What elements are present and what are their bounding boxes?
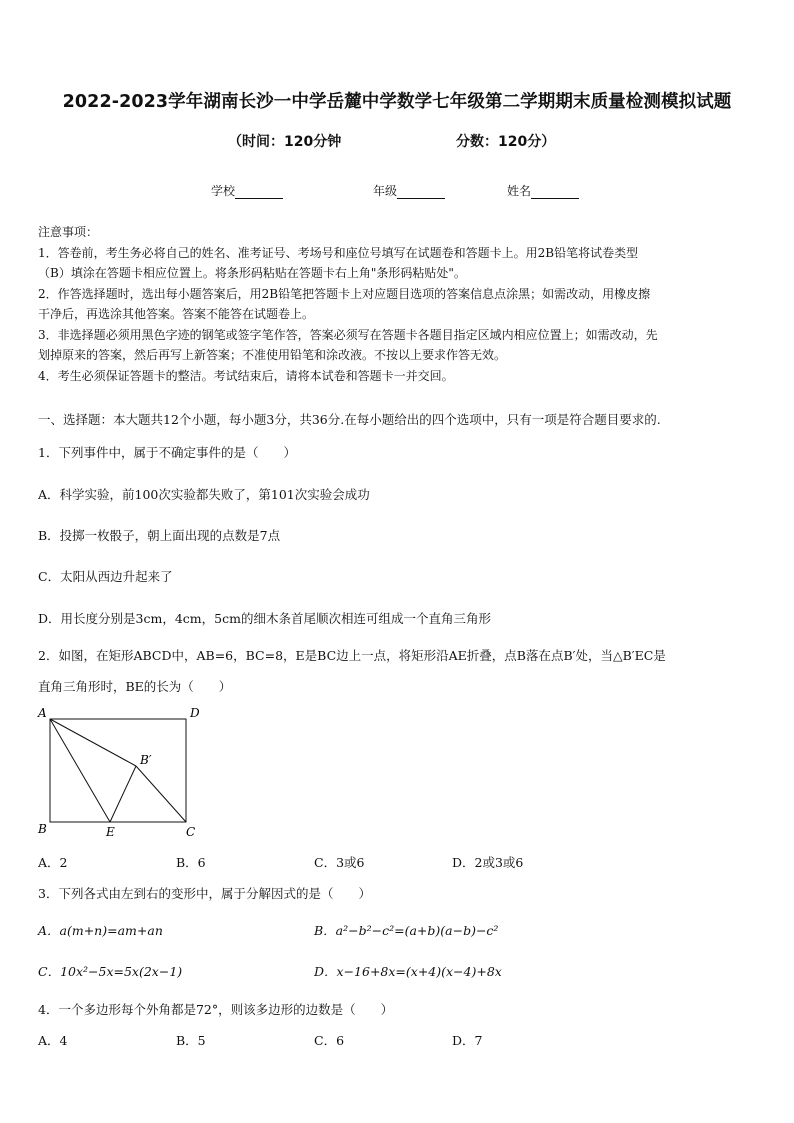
rectangle-fold-figure: [36, 700, 206, 845]
notice-line: （B）填涂在答题卡相应位置上。将条形码粘贴在答题卡右上角"条形码粘贴处"。: [38, 266, 466, 280]
question-3-option-c: C．10x²−5x=5x(2x−1): [38, 964, 183, 979]
notice-block: [38, 222, 760, 386]
segment-ab1: [50, 719, 136, 766]
section-heading: 一、选择题：本大题共12个小题，每小题3分，共36分.在每小题给出的四个选项中，只有一项是符合题目要求的.: [38, 412, 661, 427]
question-2-option-d: D．2或3或6: [452, 855, 524, 870]
grade-label: 年级: [373, 184, 398, 198]
question-4-stem: 4．一个多边形每个外角都是72°，则该多边形的边数是（ ）: [38, 1002, 394, 1017]
exam-score: 分数：120分）: [456, 134, 556, 150]
question-4-option-d: D．7: [452, 1033, 483, 1048]
question-3-option-a: A．a(m+n)=am+an: [38, 923, 163, 938]
question-3-option-d: D．x−16+8x=(x+4)(x−4)+8x: [314, 964, 502, 979]
notice-line: 干净后，再选涂其他答案。答案不能答在试题卷上。: [38, 307, 315, 321]
question-1-option-b: B．投掷一枚骰子，朝上面出现的点数是7点: [38, 528, 281, 543]
segment-b1c: [136, 766, 186, 822]
label-b: B: [38, 822, 47, 836]
segment-eb1: [110, 766, 136, 822]
question-1-option-c: C．太阳从西边升起来了: [38, 569, 173, 584]
exam-title: 2022-2023学年湖南长沙一中学岳麓中学数学七年级第二学期期末质量检测模拟试题: [62, 92, 732, 112]
question-2-option-b: B．6: [176, 855, 206, 870]
question-1-option-a: A．科学实验，前100次实验都失败了，第101次实验会成功: [38, 487, 370, 502]
rectangle-fold-diagram: [36, 700, 206, 845]
label-b-prime: B′: [140, 753, 152, 767]
question-4-option-b: B．5: [176, 1033, 206, 1048]
question-2-option-a: A．2: [38, 855, 68, 870]
label-d: D: [190, 706, 200, 720]
question-2-option-c: C．3或6: [314, 855, 365, 870]
notice-line: 4．考生必须保证答题卡的整洁。考试结束后，请将本试卷和答题卡一并交回。: [38, 368, 454, 383]
question-4-option-c: C．6: [314, 1033, 345, 1048]
question-1-stem: 1．下列事件中，属于不确定事件的是（ ）: [38, 445, 296, 460]
question-2-stem: 2．如图，在矩形ABCD中，AB=6，BC=8，E是BC边上一点，将矩形沿AE折叠，点B落在点B′处，当△B′EC是: [38, 648, 666, 663]
notice-heading: 注意事项：: [38, 225, 99, 239]
school-label: 学校: [211, 184, 236, 198]
name-label: 姓名: [507, 184, 532, 198]
question-4-option-a: A．4: [38, 1033, 68, 1048]
question-3-stem: 3．下列各式由左到右的变形中，属于分解因式的是（ ）: [38, 886, 371, 901]
school-field: [211, 182, 283, 199]
label-c: C: [186, 825, 196, 839]
notice-line: 3．非选择题必须用黑色字迹的钢笔或签字笔作答，答案必须写在答题卡各题目指定区域内相应位置上；如需改动，先: [38, 327, 658, 342]
school-blank: [235, 186, 283, 199]
rect-abcd-outline: [50, 719, 186, 822]
name-field: [507, 182, 579, 199]
question-1-option-d: D．用长度分别是3cm，4cm，5cm的细木条首尾顺次相连可组成一个直角三角形: [38, 611, 491, 626]
label-e: E: [106, 825, 115, 839]
notice-line: 1．答卷前，考生务必将自己的姓名、准考证号、考场号和座位号填写在试题卷和答题卡上。用2B铅笔将试卷类型: [38, 245, 639, 260]
segment-ae: [50, 719, 110, 822]
grade-field: [373, 182, 445, 199]
question-3-option-b: B．a²−b²−c²=(a+b)(a−b)−c²: [314, 923, 499, 938]
question-2-stem-cont: 直角三角形时，BE的长为（ ）: [38, 679, 232, 694]
notice-line: 划掉原来的答案，然后再写上新答案；不准使用铅笔和涂改液。不按以上要求作答无效。: [38, 348, 507, 362]
exam-time: （时间：120分钟: [228, 134, 342, 150]
grade-blank: [397, 186, 445, 199]
label-a: A: [38, 706, 47, 720]
notice-line: 2．作答选择题时，选出每小题答案后，用2B铅笔把答题卡上对应题目选项的答案信息点涂黑；如需改动，用橡皮擦: [38, 286, 651, 301]
name-blank: [531, 186, 579, 199]
